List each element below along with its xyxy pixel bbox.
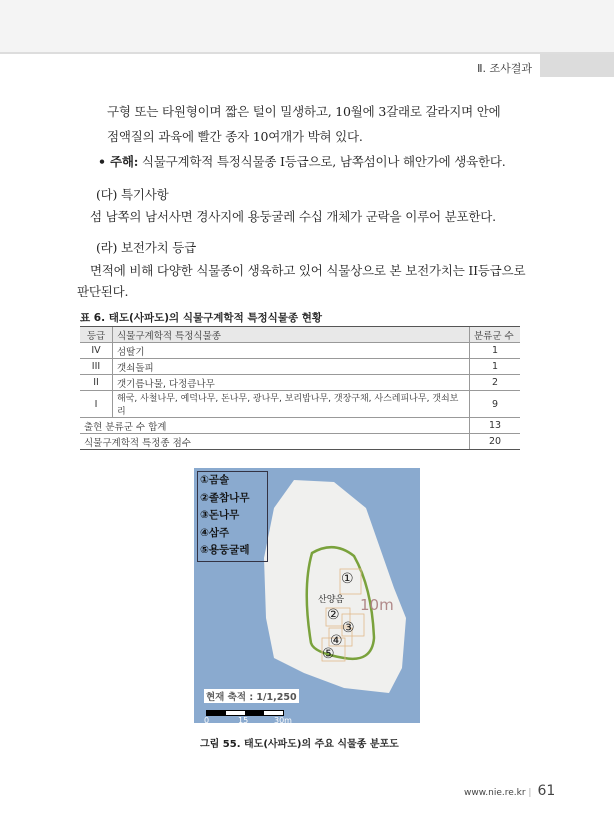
place-label: 산양음 [318, 595, 345, 605]
species: 갯기름나물, 다정큼나무 [113, 375, 470, 391]
legend-item: ④삼주 [200, 526, 230, 539]
table-row [80, 359, 520, 375]
legend-item: ②졸참나무 [200, 491, 250, 504]
table-caption: 표 6. 태도(사파도)의 식물구계학적 특정식물종 현황 [80, 312, 323, 324]
grade: III [80, 359, 113, 375]
marker-4: ④ [330, 633, 343, 649]
total-label: 출현 분류군 수 합계 [80, 418, 470, 434]
species: 섬딸기 [113, 343, 470, 359]
grade: I [80, 391, 113, 418]
legend-item: ⑤용둥굴레 [200, 544, 250, 556]
grade: II [80, 375, 113, 391]
note-label: • 주해: [98, 154, 139, 169]
contour-label: 10m [360, 596, 394, 614]
footer-url: www.nie.re.kr [464, 788, 526, 798]
score-value: 20 [470, 434, 521, 450]
total-value: 13 [470, 418, 521, 434]
count: 9 [470, 391, 521, 418]
note [98, 152, 506, 170]
scale-text: 현재 축적 : 1/1,250 [204, 689, 299, 703]
table-row [80, 343, 520, 359]
legend-item: ①곰솔 [200, 474, 230, 486]
table-header-row [80, 327, 520, 343]
footer-separator: | [528, 788, 532, 798]
header-count: 분류군 수 [470, 327, 521, 343]
score-row [80, 434, 520, 450]
species: 갯쇠돌피 [113, 359, 470, 375]
figure-caption: 그림 55. 태도(사파도)의 주요 식물종 분포도 [200, 739, 399, 750]
count: 1 [470, 343, 521, 359]
footer [464, 783, 555, 799]
marker-2: ② [327, 607, 340, 623]
page-number: 61 [537, 783, 556, 799]
subheading-da: (다) 특기사항 [96, 187, 169, 202]
marker-5: ⑤ [322, 646, 335, 662]
count: 2 [470, 375, 521, 391]
grade: IV [80, 343, 113, 359]
note-text: 식물구계학적 특정식물종 I등급으로, 남쪽섬이나 해안가에 생육한다. [138, 154, 506, 169]
header-grade: 등급 [80, 327, 113, 343]
paragraph-da: 섬 남쪽의 남서사면 경사지에 용둥굴레 수십 개체가 군락을 이루어 분포한다. [90, 209, 496, 224]
body-line: 점액질의 과육에 빨간 종자 10여개가 박혀 있다. [107, 129, 363, 144]
scale-ticks: 0 15 30m [204, 716, 292, 723]
header-tab [540, 54, 614, 77]
section-header: Ⅱ. 조사결과 [477, 62, 532, 75]
paragraph-ra: 판단된다. [77, 284, 129, 299]
header-species: 식물구계학적 특정식물종 [113, 327, 470, 343]
body-line: 구형 또는 타원형이며 짧은 털이 밀생하고, 10월에 3갈래로 갈라지며 안에 [107, 104, 501, 119]
table-row [80, 375, 520, 391]
map-legend [197, 471, 268, 562]
marker-1: ① [341, 571, 354, 587]
count: 1 [470, 359, 521, 375]
species: 해국, 사철나무, 예덕나무, 돈나무, 광나무, 보리밥나무, 갯장구채, 사스레피나무, 갯쇠보리 [113, 391, 470, 418]
legend-item: ③돈나무 [200, 509, 240, 521]
species-table [80, 326, 520, 450]
score-label: 식물구계학적 특정종 점수 [80, 434, 470, 450]
total-row [80, 418, 520, 434]
subheading-ra: (라) 보전가치 등급 [96, 240, 197, 255]
table-row [80, 391, 520, 418]
top-band [0, 0, 614, 54]
marker-3: ③ [342, 620, 355, 636]
distribution-map [194, 468, 420, 723]
paragraph-ra: 면적에 비해 다양한 식물종이 생육하고 있어 식물상으로 본 보전가치는 II등급으로 [90, 263, 526, 278]
